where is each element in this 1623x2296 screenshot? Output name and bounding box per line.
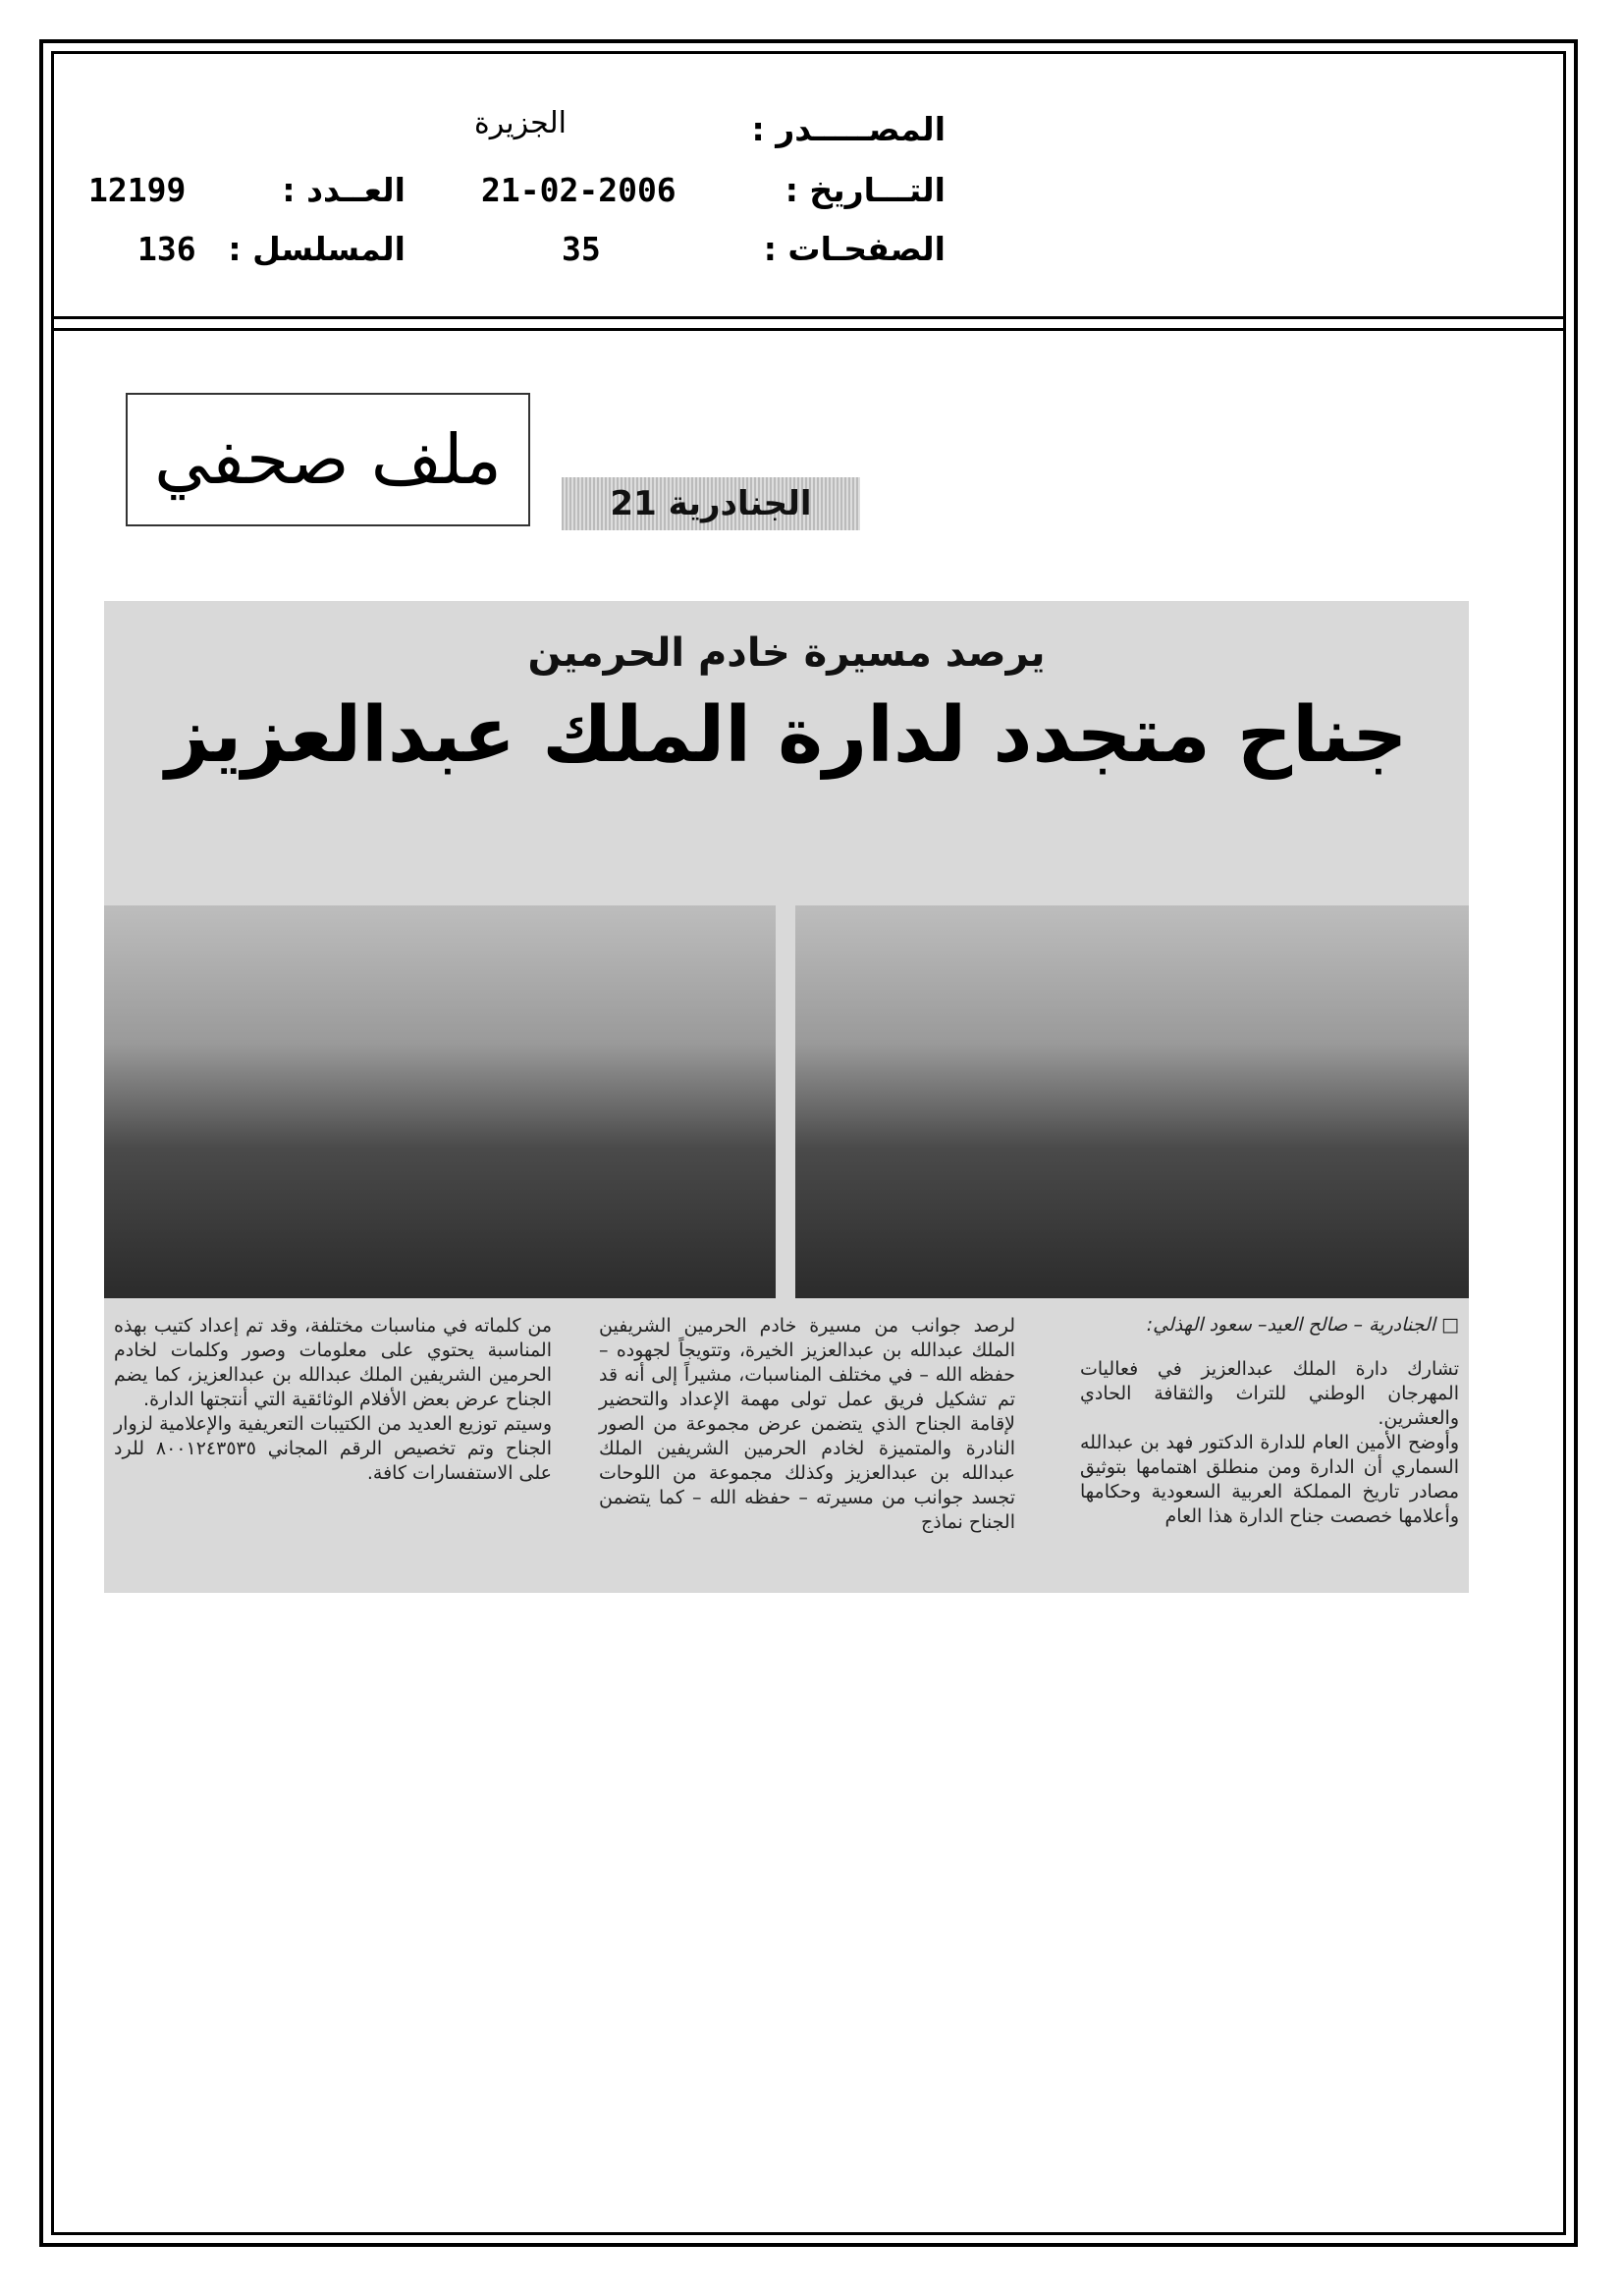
date-label: التـــاريخ :: [784, 171, 946, 209]
pages-label: الصفحـات :: [763, 230, 946, 268]
crowd-photo-right: [795, 905, 1469, 1298]
crowd-photo-left: [104, 905, 776, 1298]
column-1-paragraph-1: تشارك دارة الملك عبدالعزيز في فعاليات المهرجان الوطني للتراث والثقافة الحادي والعشرين.: [1080, 1358, 1459, 1429]
issue-value: 12199: [88, 171, 187, 209]
newspaper-clipping: [104, 601, 1469, 1593]
source-value: الجزيرة: [473, 106, 567, 140]
section-tag: الجنادرية 21: [562, 477, 860, 530]
serial-label: المسلسل :: [228, 230, 406, 268]
issue-label: العــدد :: [282, 171, 406, 209]
article-column-2: [599, 1314, 1015, 1535]
source-label: المصـــــدر :: [751, 110, 946, 148]
date-value: 21-02-2006: [481, 171, 676, 209]
header-divider-bottom: [51, 328, 1566, 331]
column-2-paragraph-1: لرصد جوانب من مسيرة خادم الحرمين الشريفين الملك عبدالله بن عبدالعزيز الخيرة، وتتويجاً لجهوده – حفظه الله – في مختلف المناسبات، مشيراً إلى أنه قد تم تشكيل فريق عمل تولى مهمة الإعداد والتحضير لإقامة الجناح الذي يتضمن عرض مجموعة من الصور النادرة والمتميزة لخادم الحرمين الشريفين الملك عبدالله بن عبدالعزيز وكذلك مجموعة من اللوحات تجسد جوانب من مسيرته – حفظه الله – كما يتضمن الجناح نماذج: [599, 1315, 1015, 1533]
article-column-1: [1080, 1357, 1459, 1529]
column-3-paragraph-1: من كلماته في مناسبات مختلفة، وقد تم إعداد كتيب بهذه المناسبة يحتوي على معلومات وصور وكلمات لخادم الحرمين الشريفين الملك عبدالله بن عبدالعزيز، كما يضم الجناح عرض بعض الأفلام الوثائقية التي أنتجتها الدارة.: [114, 1315, 552, 1410]
article-column-3: [114, 1314, 552, 1486]
article-kicker: يرصد مسيرة خادم الحرمين: [527, 630, 1046, 676]
serial-value: 136: [137, 230, 196, 268]
column-1-paragraph-2: وأوضح الأمين العام للدارة الدكتور فهد بن عبدالله السماري أن الدارة ومن منطلق اهتمامها بتوثيق مصادر تاريخ المملكة العربية السعودية وحكامها وأعلامها خصصت جناح الدارة هذا العام: [1080, 1432, 1459, 1527]
header-divider-top: [51, 316, 1566, 319]
pages-value: 35: [562, 230, 601, 268]
column-3-paragraph-2: وسيتم توزيع العديد من الكتيبات التعريفية والإعلامية لزوار الجناح وتم تخصيص الرقم المجاني ٨٠٠١٢٤٣٥٣٥ للرد على الاستفسارات كافة.: [114, 1413, 552, 1484]
press-file-stamp: ملف صحفي: [126, 393, 530, 526]
article-headline: جناح متجدد لدارة الملك عبدالعزيز: [165, 691, 1408, 780]
photo-credit: □ الجنادرية – صالح العيد– سعود الهذلي:: [1146, 1314, 1459, 1336]
